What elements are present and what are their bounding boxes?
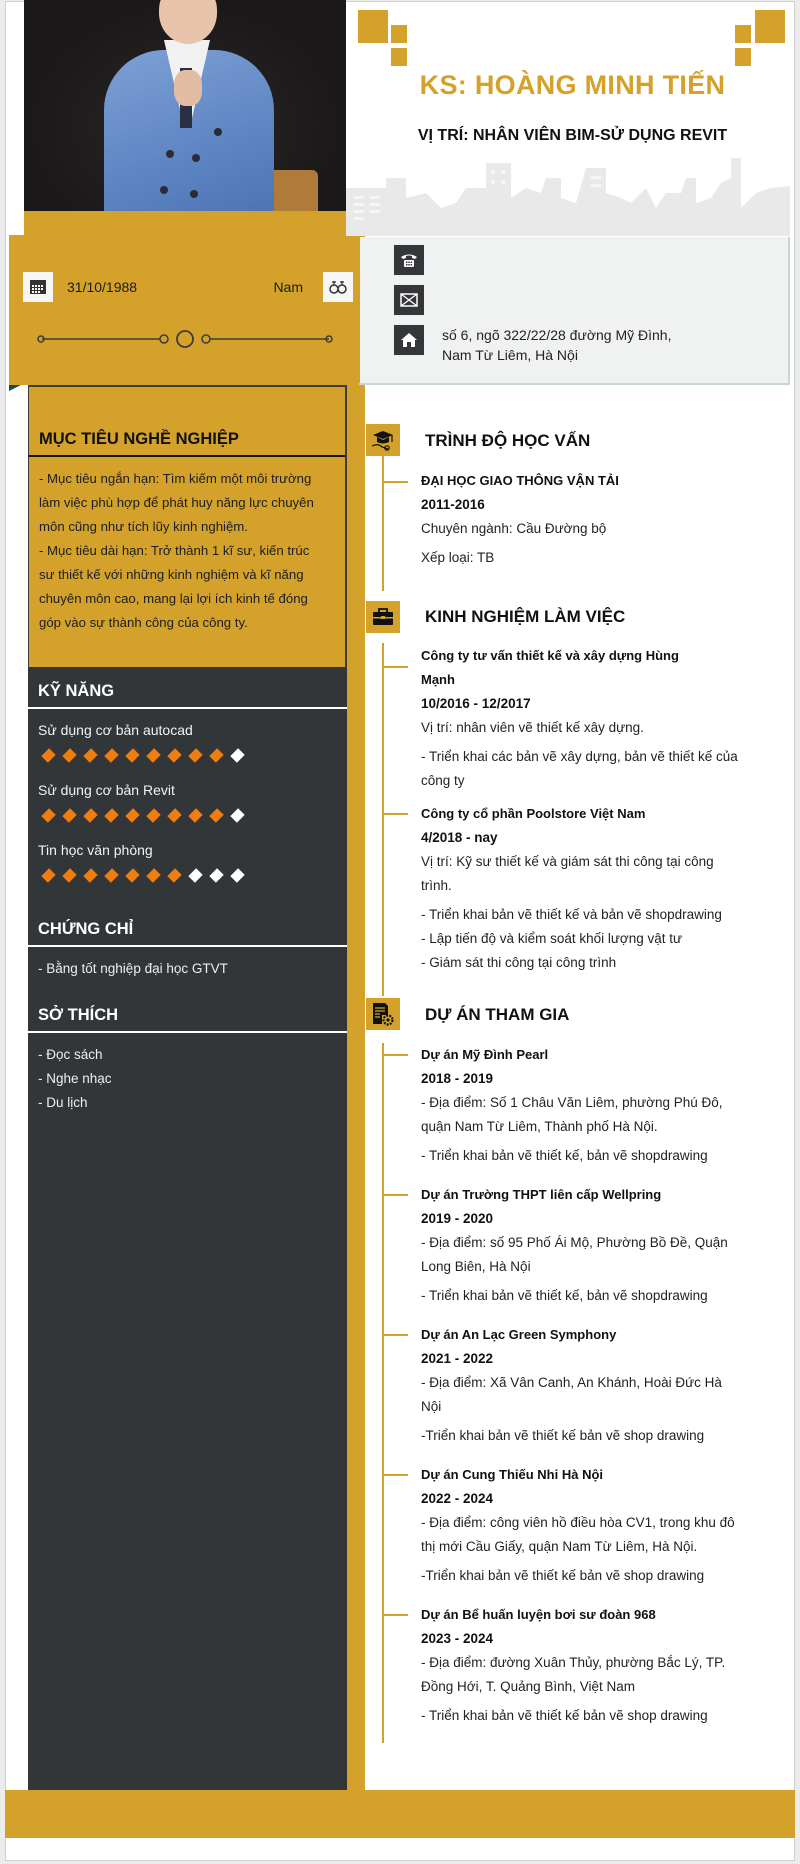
job-position: VỊ TRÍ: NHÂN VIÊN BIM-SỬ DỤNG REVIT	[417, 127, 728, 144]
diamond-filled-icon	[104, 808, 118, 822]
section-title: CHỨNG CHỈ	[28, 911, 347, 947]
timeline-branch	[384, 1614, 408, 1616]
section-title: TRÌNH ĐỘ HỌC VẤN	[425, 431, 591, 450]
diamond-filled-icon	[188, 808, 202, 822]
skill-rating	[28, 861, 347, 899]
diamond-empty-icon	[230, 868, 244, 882]
job-entry: Công ty tư vấn thiết kế và xây dựng Hùng Mạnh 10/2016 - 12/2017 Vị trí: nhân viên vẽ thiết kế xây dựng. - Triển khai các bản vẽ xây dựng, bản vẽ thiết kế của công ty	[421, 648, 738, 788]
timeline-line	[382, 643, 384, 996]
profile-photo	[24, 0, 346, 211]
candidate-name: KS: HOÀNG MINH TIẾN	[419, 70, 726, 100]
career-goal-section	[28, 385, 347, 667]
graduation-cap-icon	[366, 424, 400, 456]
decor-square	[735, 48, 751, 66]
diamond-filled-icon	[62, 808, 76, 822]
job-entry: Công ty cổ phần Poolstore Việt Nam 4/2018 - nay Vị trí: Kỹ sư thiết kế và giám sát thi công tại công trình. - Triển khai bản vẽ thiết kế và bản vẽ shopdrawing - Lập tiến độ và kiểm soát khối lượng vật tư - Giám sát thi công tại công trình	[421, 806, 722, 970]
skill-item: Tin học văn phòng	[28, 839, 347, 899]
diamond-empty-icon	[230, 808, 244, 822]
list-item: - Nghe nhạc	[38, 1071, 112, 1086]
timeline-branch	[384, 666, 408, 668]
timeline-branch	[384, 1194, 408, 1196]
footer-band	[5, 1790, 795, 1838]
calendar-icon	[23, 272, 53, 302]
list-item: - Du lịch	[38, 1095, 88, 1110]
phone-icon	[394, 245, 424, 275]
diamond-filled-icon	[104, 868, 118, 882]
timeline-line	[382, 1043, 384, 1743]
diamond-filled-icon	[83, 808, 97, 822]
diamond-filled-icon	[125, 868, 139, 882]
diamond-filled-icon	[41, 808, 55, 822]
list-item: - Bằng tốt nghiệp đại học GTVT	[38, 961, 228, 976]
diamond-filled-icon	[41, 868, 55, 882]
diamond-empty-icon	[209, 868, 223, 882]
diamond-filled-icon	[83, 748, 97, 762]
project-entry: Dự án Cung Thiếu Nhi Hà Nội 2022 - 2024 - Địa điểm: công viên hồ điều hòa CV1, trong khu đô thị mới Cầu Giấy, quận Nam Từ Liêm, Hà Nội. -Triển khai bản vẽ thiết kế bản vẽ shop drawing	[421, 1467, 735, 1583]
diamond-filled-icon	[62, 868, 76, 882]
skill-item: Sử dụng cơ bản Revit	[28, 779, 347, 839]
ornament-divider	[37, 329, 333, 349]
section-title: KỸ NĂNG	[28, 673, 347, 709]
diamond-filled-icon	[146, 748, 160, 762]
gold-separator-band	[347, 385, 365, 1791]
personal-info-block	[9, 235, 365, 385]
skill-rating	[28, 741, 347, 779]
timeline-branch	[384, 481, 408, 483]
list-item: - Đọc sách	[38, 1047, 103, 1062]
gender-rings-icon	[323, 272, 353, 302]
timeline-branch	[384, 813, 408, 815]
diamond-filled-icon	[83, 868, 97, 882]
decor-square	[755, 10, 785, 43]
city-skyline-decor	[346, 148, 790, 236]
address: số 6, ngõ 322/22/28 đường Mỹ Đình, Nam Từ Liêm, Hà Nội	[442, 327, 672, 363]
diamond-filled-icon	[146, 808, 160, 822]
career-goal-text: - Mục tiêu ngắn hạn: Tìm kiếm một môi trường làm việc phù hợp để phát huy năng lực chuyên môn cũng như tích lũy kinh nghiệm. - Mục tiêu dài hạn: Trở thành 1 kĩ sư, kiến trúc sư thiết kế với những kinh nghiệm và kĩ năng chuyên môn cao, mang lại lợi ích kinh tế đóng góp vào sự thành công của công ty.	[39, 471, 314, 630]
diamond-filled-icon	[125, 808, 139, 822]
diamond-filled-icon	[125, 748, 139, 762]
section-title: SỞ THÍCH	[28, 997, 347, 1033]
gold-header-block	[24, 211, 346, 236]
skill-item: Sử dụng cơ bản autocad	[28, 719, 347, 779]
diamond-empty-icon	[188, 868, 202, 882]
education-entry: ĐẠI HỌC GIAO THÔNG VẬN TẢI 2011-2016 Chuyên ngành: Cầu Đường bộ Xếp loại: TB	[421, 473, 619, 565]
briefcase-icon	[366, 601, 400, 633]
section-title: KINH NGHIỆM LÀM VIỆC	[425, 607, 626, 626]
project-entry: Dự án Bể huấn luyện bơi sư đoàn 968 2023 - 2024 - Địa điểm: đường Xuân Thủy, phường Bắc Lý, TP. Đồng Hới, T. Quảng Bình, Việt Nam - Triển khai bản vẽ thiết kế bản vẽ shop drawing	[421, 1607, 726, 1723]
hobby-list	[28, 1033, 347, 1115]
decor-square	[391, 25, 407, 43]
diamond-filled-icon	[41, 748, 55, 762]
diamond-filled-icon	[188, 748, 202, 762]
project-document-gear-icon	[366, 998, 400, 1030]
diamond-filled-icon	[167, 868, 181, 882]
decor-square	[391, 48, 407, 66]
home-icon	[394, 325, 424, 355]
left-dark-column	[28, 667, 347, 1791]
section-title: DỰ ÁN THAM GIA	[425, 1005, 570, 1024]
diamond-filled-icon	[167, 808, 181, 822]
timeline-branch	[384, 1334, 408, 1336]
decor-square	[358, 10, 388, 43]
diamond-filled-icon	[167, 748, 181, 762]
contact-block	[359, 237, 790, 385]
skill-rating	[28, 801, 347, 839]
diamond-empty-icon	[230, 748, 244, 762]
date-of-birth: 31/10/1988	[67, 279, 138, 295]
timeline-branch	[384, 1054, 408, 1056]
timeline-line	[382, 456, 384, 591]
diamond-filled-icon	[209, 748, 223, 762]
diamond-filled-icon	[104, 748, 118, 762]
diamond-filled-icon	[146, 868, 160, 882]
email-icon	[394, 285, 424, 315]
diamond-filled-icon	[209, 808, 223, 822]
section-title: MỤC TIÊU NGHỀ NGHIỆP	[29, 421, 345, 457]
diamond-filled-icon	[62, 748, 76, 762]
project-entry: Dự án An Lạc Green Symphony 2021 - 2022 - Địa điểm: Xã Vân Canh, An Khánh, Hoài Đức Hà Nội -Triển khai bản vẽ thiết kế bản vẽ shop drawing	[421, 1327, 722, 1443]
decor-square	[735, 25, 751, 43]
project-entry: Dự án Mỹ Đình Pearl 2018 - 2019 - Địa điểm: Số 1 Châu Văn Liêm, phường Phú Đô, quận Nam Từ Liêm, Thành phố Hà Nội. - Triển khai bản vẽ thiết kế, bản vẽ shopdrawing	[421, 1047, 723, 1163]
timeline-branch	[384, 1474, 408, 1476]
gender: Nam	[273, 279, 303, 295]
project-entry: Dự án Trường THPT liên cấp Wellpring 2019 - 2020 - Địa điểm: số 95 Phố Ái Mộ, Phường Bồ Đề, Quận Long Biên, Hà Nội - Triển khai bản vẽ thiết kế, bản vẽ shopdrawing	[421, 1187, 728, 1303]
certificate-list	[28, 947, 347, 981]
